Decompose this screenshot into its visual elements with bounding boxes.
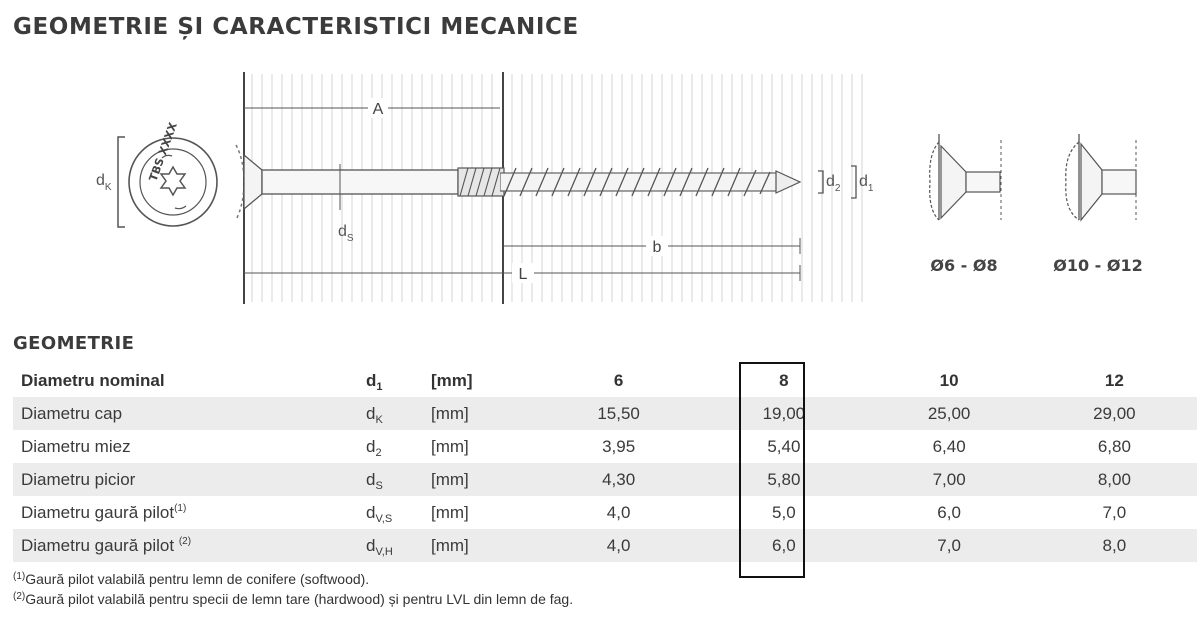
head-variant-large-icon — [1066, 134, 1136, 220]
row-name: Diametru gaură pilot $^{(2)}$ — [13, 529, 366, 562]
row-value: 7,0 — [867, 529, 1032, 562]
footnote-1: $^{(1)}$Gaură pilot valabilă pentru lemn de conifere (softwood). — [13, 571, 370, 587]
row-value: 15,50 — [536, 397, 701, 430]
row-symbol: $d_K$ — [366, 397, 431, 430]
row-unit: [mm] — [431, 436, 469, 456]
label-d2: $d_2$ — [826, 173, 841, 194]
row-value: 4,0 — [606, 502, 631, 522]
label-A: A — [372, 101, 384, 118]
row-unit: [mm] — [431, 502, 469, 522]
table-header-row — [13, 364, 1197, 397]
row-name: Diametru gaură pilot$^{(1)}$ — [21, 502, 187, 522]
section-title-geometrie: GEOMETRIE — [13, 333, 135, 354]
header-value: 6 — [613, 370, 624, 390]
row-value: 8,00 — [1032, 463, 1197, 496]
row-value: 6,40 — [932, 436, 966, 456]
row-symbol: $d_S$ — [366, 463, 431, 496]
header-value: 8 — [779, 370, 789, 390]
row-value: 3,95 — [602, 436, 636, 456]
row-value: 29,00 — [1032, 397, 1197, 430]
row-value: 6,0 — [701, 529, 866, 562]
row-value: 6,0 — [937, 502, 961, 522]
table-row — [13, 430, 1197, 463]
label-L: L — [518, 266, 528, 283]
geometry-table — [13, 364, 1197, 562]
caption-large-variant: Ø10 - Ø12 — [1053, 256, 1143, 275]
header-value: 12 — [1104, 370, 1124, 390]
screw-technical-drawing — [0, 60, 1197, 310]
table-row — [13, 496, 1197, 529]
table-row — [13, 463, 1197, 496]
row-value: 7,0 — [1102, 502, 1127, 522]
row-unit: [mm] — [431, 529, 536, 562]
label-d1: $d_1$ — [859, 173, 874, 194]
table-row — [13, 529, 1197, 562]
row-value: 6,80 — [1097, 436, 1131, 456]
label-ds: $d_S$ — [338, 223, 354, 244]
row-value: 5,80 — [701, 463, 866, 496]
row-symbol: $d_{V,S}$ — [366, 502, 393, 525]
row-value: 7,00 — [867, 463, 1032, 496]
row-unit: [mm] — [431, 463, 536, 496]
header-value: 10 — [939, 370, 959, 390]
row-value: 4,30 — [536, 463, 701, 496]
header-name: Diametru nominal — [21, 370, 165, 390]
row-symbol: $d_{V,H}$ — [366, 529, 431, 562]
head-variant-small-icon — [930, 134, 1001, 220]
screw-smooth-shank — [262, 170, 458, 194]
caption-small-variant: Ø6 - Ø8 — [930, 256, 998, 275]
row-value: 25,00 — [867, 397, 1032, 430]
label-b: b — [652, 239, 662, 256]
row-value: 19,00 — [701, 397, 866, 430]
head-marking-text: TBS XXXX — [146, 120, 180, 184]
row-value: 8,0 — [1032, 529, 1197, 562]
row-value: 5,40 — [767, 436, 801, 456]
label-dk: $d_K$ — [96, 172, 112, 193]
footnote-2: $^{(2)}$Gaură pilot valabilă pentru specii de lemn tare (hardwood) și pentru LVL din lemn de fag. — [13, 591, 574, 607]
row-name: Diametru miez — [21, 436, 131, 456]
row-name: Diametru cap — [13, 397, 366, 430]
screw-thread — [500, 168, 800, 196]
row-value: 5,0 — [772, 502, 796, 522]
row-unit: [mm] — [431, 397, 536, 430]
header-unit: [mm] — [431, 370, 473, 390]
screw-head-profile-icon — [236, 145, 244, 220]
row-symbol: $d_2$ — [366, 436, 382, 459]
table-row — [13, 397, 1197, 430]
header-symbol: $d_1$ — [366, 370, 383, 393]
row-value: 4,0 — [536, 529, 701, 562]
row-name: Diametru picior — [13, 463, 366, 496]
page-title: GEOMETRIE ȘI CARACTERISTICI MECANICE — [13, 14, 579, 40]
